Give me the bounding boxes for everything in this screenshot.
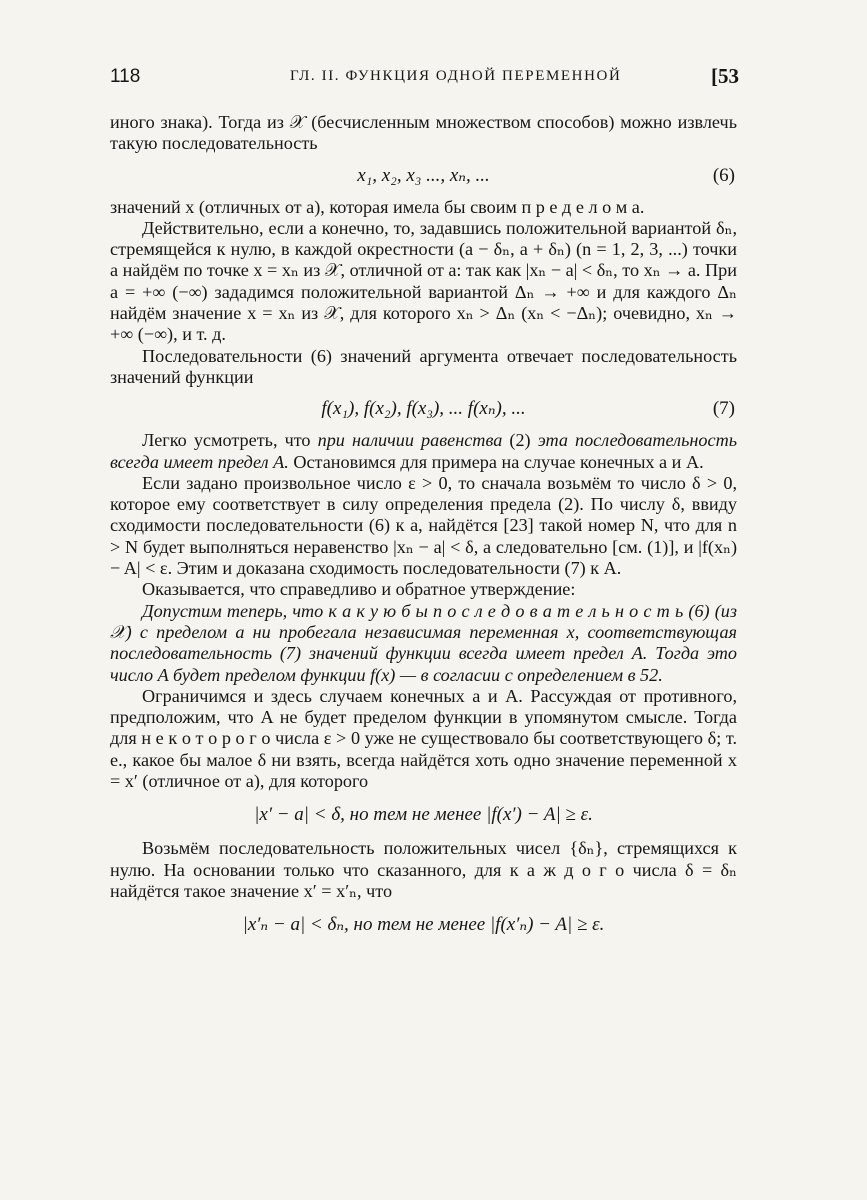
paragraph: Ограничимся и здесь случаем конечных a и A. Рассуждая от противного, предположим, что A не будет пределом функции в упомянутом смысле. Тогда для н е к о т о р о г о числа ε > 0 уже не существовало бы соответствующего δ; т. е., какое бы малое δ ни взять, всегда найдётся хоть одно значение переменной x = x′ (отличное от a), для которого [110,685,737,792]
theorem-statement [110,601,737,686]
paragraph: Действительно, если a конечно, то, задавшись положительной вариантой δₙ, стремящейся к нулю, в каждой окрестности (a − δₙ, a + δₙ) (n = 1, 2, 3, ...) точки a найдём по точке x = xₙ из 𝒳, отличной от a: так как |xₙ − a| < δₙ, то xₙ → a. При a = +∞ (−∞) зададимся положительной вариантой Δₙ → +∞ и для каждого Δₙ найдём значение x = xₙ из 𝒳, для которого xₙ > Δₙ (xₙ < −Δₙ); очевидно, xₙ → +∞ (−∞), и т. д. [110,217,737,345]
inequality-display: |x′ − a| < δ, но тем не менее |f(x′) − A| ≥ ε. [254,804,593,826]
emphasis: Допустим теперь, что к а к у ю б ы п о с л е д о в а т е л ь н о с т ь (6) (из 𝒳) с пределом a ни пробегала независимая переменная x, соответствующая последовательность (7) значений функции всегда имеет предел A. Тогда это число A будет пределом функции f(x) — в согласии с определением в 52. [110,600,737,685]
emphasis: эта последовательность всегда имеет предел A. [110,430,737,472]
section-number: [53 [711,64,739,88]
paragraph: Последовательности (6) значений аргумента отвечает последовательность значений функции [110,345,737,387]
paragraph: Если задано произвольное число ε > 0, то сначала возьмём то число δ > 0, которое ему соответствует в силу определения предела (2). По числу δ, ввиду сходимости последовательности (6) к a, найдётся [23] такой номер N, что для n > N будет выполняться неравенство |xₙ − a| < δ, а следовательно [см. (1)], и |f(xₙ) − A| < ε. Этим и доказана сходимость последовательности (7) к A. [110,472,737,579]
equation-number: (7) [712,398,735,420]
equation-number: (6) [712,164,735,186]
paragraph: значений x (отличных от a), которая имела бы своим п р е д е л о м a. [110,196,645,217]
text-run: Легко усмотреть, что [142,430,318,451]
paragraph: Возьмём последовательность положительных чисел {δₙ}, стремящихся к нулю. На основании только что сказанного, для к а ж д о г о числа δ = δₙ найдётся такое значение x′ = x′ₙ, что [110,838,737,901]
paragraph: Оказывается, что справедливо и обратное утверждение: [142,579,576,600]
inequality-display-2: |x′ₙ − a| < δₙ, но тем не менее |f(x′ₙ) − A| ≥ ε. [242,914,605,936]
formula-expression: x₁, x₂, x₃ ..., xₙ, ... [357,164,490,186]
chapter-title: ГЛ. II. ФУНКЦИЯ ОДНОЙ ПЕРЕМЕННОЙ [290,68,622,84]
body-text [110,112,737,948]
running-header [110,64,737,94]
text-run: Остановимся для примера на случае конечных a и A. [288,451,704,472]
text-run: (2) [502,430,538,451]
paragraph [110,430,737,473]
formula-expression: f(x₁), f(x₂), f(x₃), ... f(xₙ), ... [321,398,526,420]
emphasis: при наличии равенства [317,430,503,451]
formula-6 [110,159,737,193]
page-number: 118 [110,66,141,87]
formula-7 [110,392,737,426]
paragraph: иного знака). Тогда из 𝒳 (бесчисленным множеством способов) можно извлечь такую последовательность [110,112,737,154]
